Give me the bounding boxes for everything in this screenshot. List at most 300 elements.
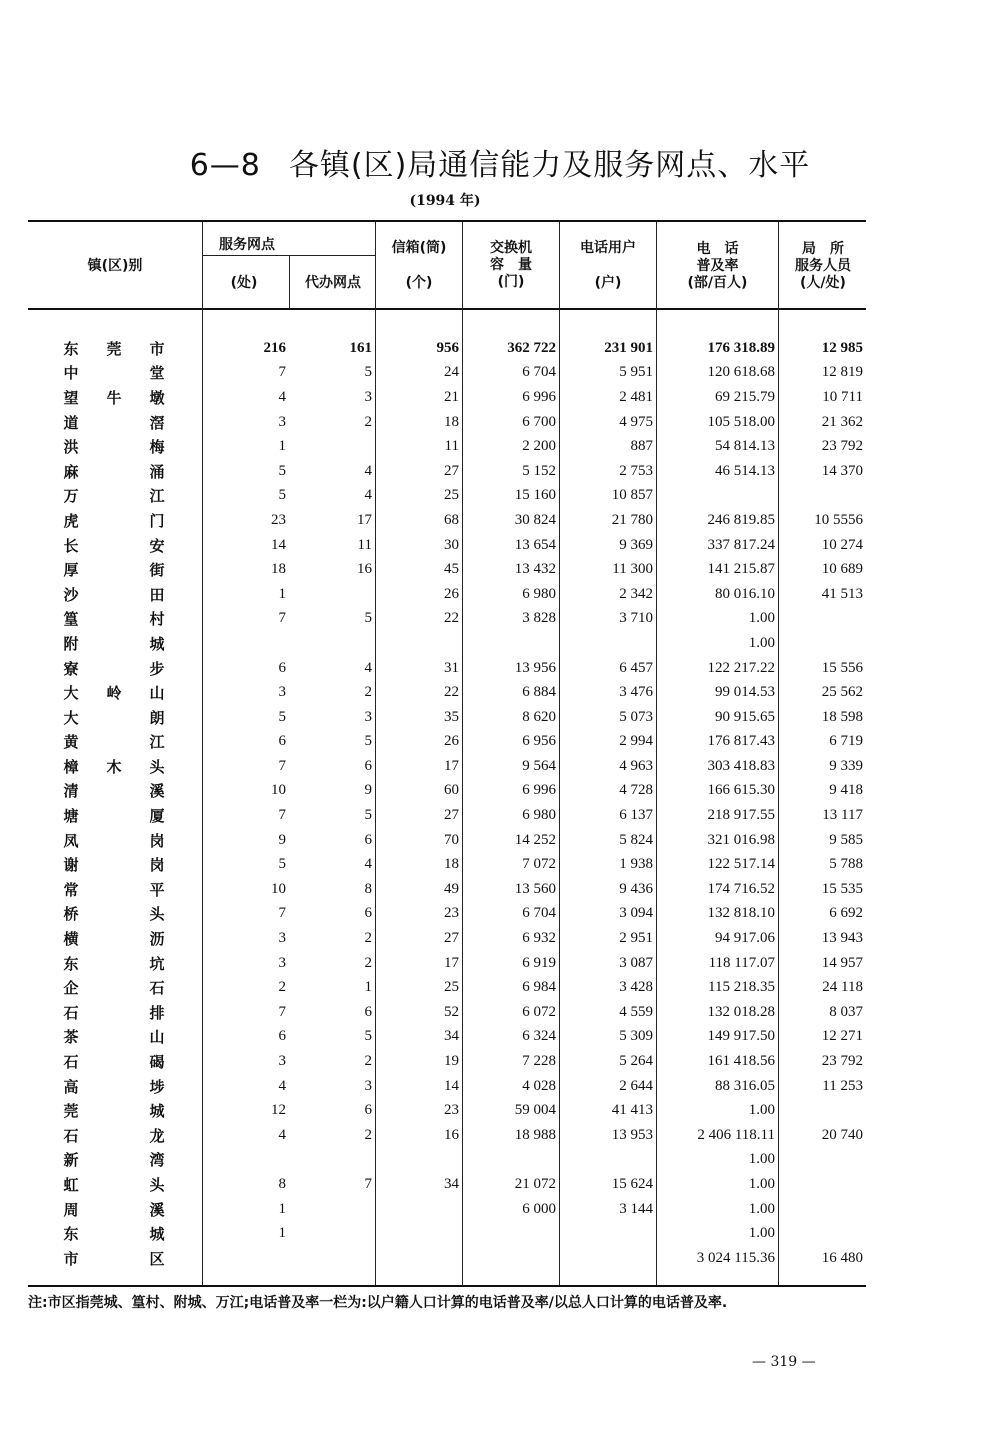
town-name-char: 安 (149, 536, 165, 555)
town-name-char: 谢 (63, 856, 79, 875)
cell-svc: 6 (278, 1028, 286, 1045)
cell-agent: 6 (364, 757, 372, 774)
cell-staff: 12 819 (821, 364, 863, 381)
cell-exch: 6 996 (522, 782, 556, 799)
town-name-char (105, 1100, 123, 1121)
table-row (28, 336, 867, 361)
cell-svc: 18 (271, 561, 286, 578)
town-name-char: 厦 (149, 807, 165, 826)
town-name-char: 虎 (63, 511, 79, 530)
town-name-char: 溪 (149, 1200, 165, 1219)
cell-exch: 6 996 (522, 388, 556, 405)
table-row (28, 926, 867, 951)
table-row (28, 1148, 867, 1173)
town-name-char: 区 (149, 1249, 165, 1268)
town-name-char: 头 (149, 1175, 165, 1194)
town-name-cell (28, 779, 203, 804)
cell-exch: 5 152 (522, 462, 556, 479)
cell-exch: 6 984 (522, 979, 556, 996)
cell-staff: 23 792 (821, 1053, 863, 1070)
cell-box: 49 (444, 880, 459, 897)
town-name-char: 沙 (63, 585, 79, 604)
cell-agent: 17 (357, 511, 372, 528)
cell-svc: 7 (278, 905, 286, 922)
cell-exch: 6 980 (522, 807, 556, 824)
cell-pen: 1.00 (748, 610, 775, 627)
cell-staff: 12 271 (821, 1028, 863, 1045)
cell-users: 3 087 (619, 954, 653, 971)
cell-svc: 1 (278, 438, 286, 455)
town-name-cell (28, 1246, 203, 1271)
town-name-char (105, 485, 123, 506)
header-phone-users: 电话用户 (580, 240, 636, 256)
cell-svc: 1 (278, 585, 286, 602)
cell-exch: 6 980 (522, 585, 556, 602)
cell-staff: 13 117 (822, 807, 863, 824)
cell-agent: 5 (364, 610, 372, 627)
cell-agent: 6 (364, 831, 372, 848)
cell-pen: 122 217.22 (707, 659, 775, 676)
town-name-char: 东 (63, 1225, 79, 1244)
table-row (28, 1246, 867, 1271)
header-service-points: 服务网点 (219, 237, 275, 253)
cell-users: 231 901 (604, 339, 653, 356)
footnote: 注:市区指莞城、篁村、附城、万江;电话普及率一栏为:以户籍人口计算的电话普及率/以总人口计算的电话普及率. (28, 1295, 728, 1311)
cell-staff: 10 5556 (814, 511, 863, 528)
cell-pen: 1.00 (748, 1175, 775, 1192)
town-name-char: 街 (149, 561, 165, 580)
cell-exch: 6 700 (522, 413, 556, 430)
cell-box (376, 1246, 463, 1271)
cell-agent: 5 (364, 364, 372, 381)
table-row (28, 459, 867, 484)
town-name-char: 城 (149, 1102, 165, 1121)
cell-svc: 7 (278, 757, 286, 774)
cell-pen: 3 024 115.36 (696, 1249, 775, 1266)
cell-agent: 5 (364, 1028, 372, 1045)
table-top-rule (28, 220, 866, 222)
cell-users: 3 476 (619, 684, 653, 701)
cell-staff: 9 339 (829, 757, 863, 774)
cell-exch (463, 1246, 560, 1271)
cell-box: 26 (444, 733, 459, 750)
cell-users: 4 728 (619, 782, 653, 799)
cell-agent (290, 1246, 376, 1271)
town-name-char: 平 (149, 880, 165, 899)
table-row (28, 385, 867, 410)
town-name-char (105, 731, 123, 752)
cell-users: 3 144 (619, 1200, 653, 1217)
header-staff-unit: (人/处) (800, 275, 846, 291)
cell-exch: 7 072 (522, 856, 556, 873)
cell-users: 13 953 (611, 1126, 653, 1143)
cell-exch: 2 200 (522, 438, 556, 455)
header-agent-points: 代办网点 (305, 275, 361, 291)
cell-box: 25 (444, 979, 459, 996)
table-row (28, 1172, 867, 1197)
town-name-char (105, 903, 123, 924)
town-name-char: 碣 (149, 1053, 165, 1072)
cell-users: 2 951 (619, 930, 653, 947)
table-row (28, 779, 867, 804)
town-name-cell (28, 975, 203, 1000)
cell-box: 60 (444, 782, 459, 799)
title-text: 各镇(区)局通信能力及服务网点、水平 (288, 148, 811, 183)
cell-svc (203, 1148, 290, 1173)
town-name-cell (28, 951, 203, 976)
town-name-cell (28, 1197, 203, 1222)
cell-exch: 6 932 (522, 930, 556, 947)
town-name-cell (28, 877, 203, 902)
cell-box: 11 (444, 438, 459, 455)
table-row (28, 607, 867, 632)
cell-staff: 9 585 (829, 831, 863, 848)
town-name-char: 涌 (149, 462, 165, 481)
town-name-char: 常 (63, 880, 79, 899)
table-row (28, 508, 867, 533)
town-name-cell (28, 631, 203, 656)
town-name-cell (28, 803, 203, 828)
cell-exch: 13 654 (514, 536, 556, 553)
cell-users: 4 559 (619, 1003, 653, 1020)
cell-box: 19 (444, 1053, 459, 1070)
cell-agent: 2 (364, 1053, 372, 1070)
town-name-char (105, 1248, 123, 1269)
cell-pen: 88 316.05 (715, 1077, 775, 1094)
cell-staff: 6 692 (829, 905, 863, 922)
cell-staff (779, 1197, 867, 1222)
town-name-cell (28, 434, 203, 459)
cell-agent (290, 631, 376, 656)
town-name-char: 湾 (149, 1151, 165, 1170)
cell-svc: 7 (278, 610, 286, 627)
cell-svc: 4 (278, 1077, 286, 1094)
town-name-char (105, 1002, 123, 1023)
town-name-char: 高 (63, 1077, 79, 1096)
cell-box: 22 (444, 610, 459, 627)
town-name-char: 桥 (63, 905, 79, 924)
cell-users: 4 963 (619, 757, 653, 774)
town-name-char: 寮 (63, 659, 79, 678)
town-name-char: 岗 (149, 831, 165, 850)
cell-pen: 120 618.68 (707, 364, 775, 381)
town-name-char: 石 (63, 1053, 79, 1072)
cell-exch: 9 564 (522, 757, 556, 774)
table-row (28, 680, 867, 705)
cell-svc: 8 (278, 1175, 286, 1192)
cell-agent: 9 (364, 782, 372, 799)
cell-users: 9 436 (619, 880, 653, 897)
town-name-cell (28, 385, 203, 410)
cell-staff: 21 362 (821, 413, 863, 430)
cell-pen: 132 818.10 (707, 905, 775, 922)
cell-box: 18 (444, 413, 459, 430)
cell-exch: 15 160 (514, 487, 556, 504)
cell-pen (657, 484, 779, 509)
table-row (28, 410, 867, 435)
cell-staff (779, 1098, 867, 1123)
cell-agent: 4 (364, 462, 372, 479)
town-name-char: 江 (149, 487, 165, 506)
town-name-char (105, 658, 123, 679)
cell-users: 2 753 (619, 462, 653, 479)
town-name-char: 梅 (149, 438, 165, 457)
cell-agent: 2 (364, 413, 372, 430)
cell-svc: 12 (271, 1102, 286, 1119)
town-name-char: 滘 (149, 413, 165, 432)
cell-svc: 7 (278, 364, 286, 381)
header-penetration-2: 普及率 (696, 258, 739, 274)
cell-svc: 3 (278, 930, 286, 947)
town-name-char (105, 1026, 123, 1047)
town-name-cell (28, 484, 203, 509)
header-exchange-unit: (门) (497, 274, 525, 290)
town-name-char (105, 1149, 123, 1170)
cell-staff (779, 1221, 867, 1246)
cell-svc: 4 (278, 388, 286, 405)
cell-pen: 141 215.87 (707, 561, 775, 578)
cell-box (376, 1197, 463, 1222)
table-row (28, 754, 867, 779)
town-name-cell (28, 361, 203, 386)
table-row (28, 656, 867, 681)
cell-staff: 10 274 (821, 536, 863, 553)
cell-svc: 5 (278, 856, 286, 873)
table-bottom-rule (28, 1285, 866, 1287)
cell-pen: 80 016.10 (715, 585, 775, 602)
table-row (28, 484, 867, 509)
cell-svc: 216 (263, 339, 286, 356)
town-name-char: 虹 (63, 1175, 79, 1194)
town-name-char (105, 1051, 123, 1072)
cell-pen: 1.00 (748, 1151, 775, 1168)
town-name-char: 横 (63, 930, 79, 949)
town-name-cell (28, 410, 203, 435)
cell-agent: 5 (364, 733, 372, 750)
cell-pen: 99 014.53 (715, 684, 775, 701)
cell-box: 25 (444, 487, 459, 504)
town-name-char: 门 (149, 511, 165, 530)
table-row (28, 1025, 867, 1050)
cell-agent: 6 (364, 905, 372, 922)
cell-exch: 6 072 (522, 1003, 556, 1020)
town-name-char: 万 (63, 487, 79, 506)
cell-svc: 3 (278, 684, 286, 701)
cell-users (560, 1246, 657, 1271)
cell-exch: 6 919 (522, 954, 556, 971)
town-name-char (105, 928, 123, 949)
cell-agent: 3 (364, 388, 372, 405)
town-name-cell (28, 607, 203, 632)
cell-staff: 16 480 (821, 1249, 863, 1266)
cell-exch: 13 432 (514, 561, 556, 578)
cell-pen: 1.00 (748, 1200, 775, 1217)
table-row (28, 975, 867, 1000)
cell-exch (463, 1221, 560, 1246)
cell-agent: 2 (364, 1126, 372, 1143)
cell-box (376, 631, 463, 656)
town-name-char: 茶 (63, 1028, 79, 1047)
cell-agent: 11 (357, 536, 372, 553)
cell-svc: 10 (271, 782, 286, 799)
town-name-char: 步 (149, 659, 165, 678)
town-name-char: 塘 (63, 807, 79, 826)
cell-svc: 1 (278, 1225, 286, 1242)
cell-box: 17 (444, 757, 459, 774)
town-name-char (105, 1125, 123, 1146)
cell-agent: 6 (364, 1003, 372, 1020)
cell-exch: 3 828 (522, 610, 556, 627)
cell-users: 6 457 (619, 659, 653, 676)
town-name-char: 田 (149, 585, 165, 604)
town-name-cell (28, 1074, 203, 1099)
cell-pen: 246 819.85 (707, 511, 775, 528)
town-name-char (105, 780, 123, 801)
cell-users: 21 780 (611, 511, 653, 528)
cell-box: 22 (444, 684, 459, 701)
cell-exch: 6 704 (522, 364, 556, 381)
town-name-char (105, 412, 123, 433)
cell-agent (290, 1148, 376, 1173)
town-name-char (105, 879, 123, 900)
cell-pen: 115 218.35 (708, 979, 775, 996)
cell-users: 4 975 (619, 413, 653, 430)
cell-pen: 94 917.06 (715, 930, 775, 947)
cell-staff (779, 607, 867, 632)
cell-staff: 5 788 (829, 856, 863, 873)
cell-agent: 161 (349, 339, 372, 356)
cell-agent: 4 (364, 487, 372, 504)
cell-pen: 90 915.65 (715, 708, 775, 725)
cell-box: 27 (444, 807, 459, 824)
cell-pen: 1.00 (748, 1225, 775, 1242)
cell-users: 6 137 (619, 807, 653, 824)
cell-users: 3 710 (619, 610, 653, 627)
cell-exch: 6 884 (522, 684, 556, 701)
town-name-char (105, 535, 123, 556)
cell-exch: 6 956 (522, 733, 556, 750)
cell-box: 30 (444, 536, 459, 553)
table-row (28, 361, 867, 386)
cell-staff: 18 598 (821, 708, 863, 725)
town-name-char: 樟 (63, 757, 79, 776)
header-exchange-1: 交换机 (490, 240, 532, 256)
cell-pen: 46 514.13 (715, 462, 775, 479)
cell-svc (203, 631, 290, 656)
cell-pen: 166 615.30 (707, 782, 775, 799)
town-name-char: 江 (149, 733, 165, 752)
table-row (28, 705, 867, 730)
town-name-cell (28, 533, 203, 558)
town-name-char: 麻 (63, 462, 79, 481)
town-name-char: 山 (149, 684, 165, 703)
town-name-char (105, 1199, 123, 1220)
cell-box: 68 (444, 511, 459, 528)
cell-staff: 10 711 (822, 388, 863, 405)
town-name-char: 洪 (63, 438, 79, 457)
cell-svc: 3 (278, 954, 286, 971)
cell-staff: 11 253 (822, 1077, 863, 1094)
cell-staff: 10 689 (821, 561, 863, 578)
cell-users: 3 428 (619, 979, 653, 996)
cell-box: 34 (444, 1175, 459, 1192)
cell-agent: 3 (364, 1077, 372, 1094)
cell-pen: 69 215.79 (715, 388, 775, 405)
cell-exch: 7 228 (522, 1053, 556, 1070)
table-row (28, 631, 867, 656)
header-penetration-unit: (部/百人) (687, 275, 748, 291)
cell-agent (290, 434, 376, 459)
year-label: (1994 年) (409, 193, 481, 209)
cell-exch (463, 1148, 560, 1173)
town-name-char (105, 584, 123, 605)
table-row (28, 951, 867, 976)
town-name-char (105, 461, 123, 482)
town-name-cell (28, 1098, 203, 1123)
table-row (28, 557, 867, 582)
cell-staff: 14 370 (821, 462, 863, 479)
table-row (28, 1049, 867, 1074)
town-name-char: 清 (63, 782, 79, 801)
cell-agent: 8 (364, 880, 372, 897)
town-name-char: 牛 (106, 388, 122, 407)
town-name-cell (28, 926, 203, 951)
cell-svc: 3 (278, 1053, 286, 1070)
cell-svc: 3 (278, 413, 286, 430)
cell-svc: 10 (271, 880, 286, 897)
cell-svc: 14 (271, 536, 286, 553)
cell-svc: 5 (278, 708, 286, 725)
town-name-char: 周 (63, 1200, 79, 1219)
town-name-char: 大 (63, 684, 79, 703)
cell-pen: 174 716.52 (707, 880, 775, 897)
town-name-cell (28, 705, 203, 730)
town-name-char: 头 (149, 757, 165, 776)
cell-staff (779, 1148, 867, 1173)
town-name-char: 中 (63, 364, 79, 383)
cell-svc: 4 (278, 1126, 286, 1143)
cell-agent: 4 (364, 659, 372, 676)
cell-pen: 161 418.56 (707, 1053, 775, 1070)
cell-staff: 24 118 (822, 979, 863, 996)
table-row (28, 582, 867, 607)
town-name-char: 岭 (106, 684, 122, 703)
town-name-cell (28, 557, 203, 582)
table-row (28, 1221, 867, 1246)
town-name-char: 长 (63, 536, 79, 555)
cell-box: 956 (436, 339, 459, 356)
table-row (28, 877, 867, 902)
town-name-cell (28, 582, 203, 607)
town-name-cell (28, 1049, 203, 1074)
cell-users: 2 481 (619, 388, 653, 405)
cell-svc: 5 (278, 487, 286, 504)
cell-box (376, 1221, 463, 1246)
cell-users (560, 1221, 657, 1246)
page-title (0, 140, 1000, 184)
town-name-char: 市 (149, 339, 165, 358)
town-name-char: 篁 (63, 610, 79, 629)
cell-exch (463, 631, 560, 656)
cell-svc: 6 (278, 733, 286, 750)
cell-staff: 8 037 (829, 1003, 863, 1020)
table-row (28, 852, 867, 877)
cell-users: 2 644 (619, 1077, 653, 1094)
page-number: — 319 — (752, 1354, 816, 1370)
town-name-char: 石 (63, 1003, 79, 1022)
cell-staff (779, 1172, 867, 1197)
town-name-char (105, 608, 123, 629)
